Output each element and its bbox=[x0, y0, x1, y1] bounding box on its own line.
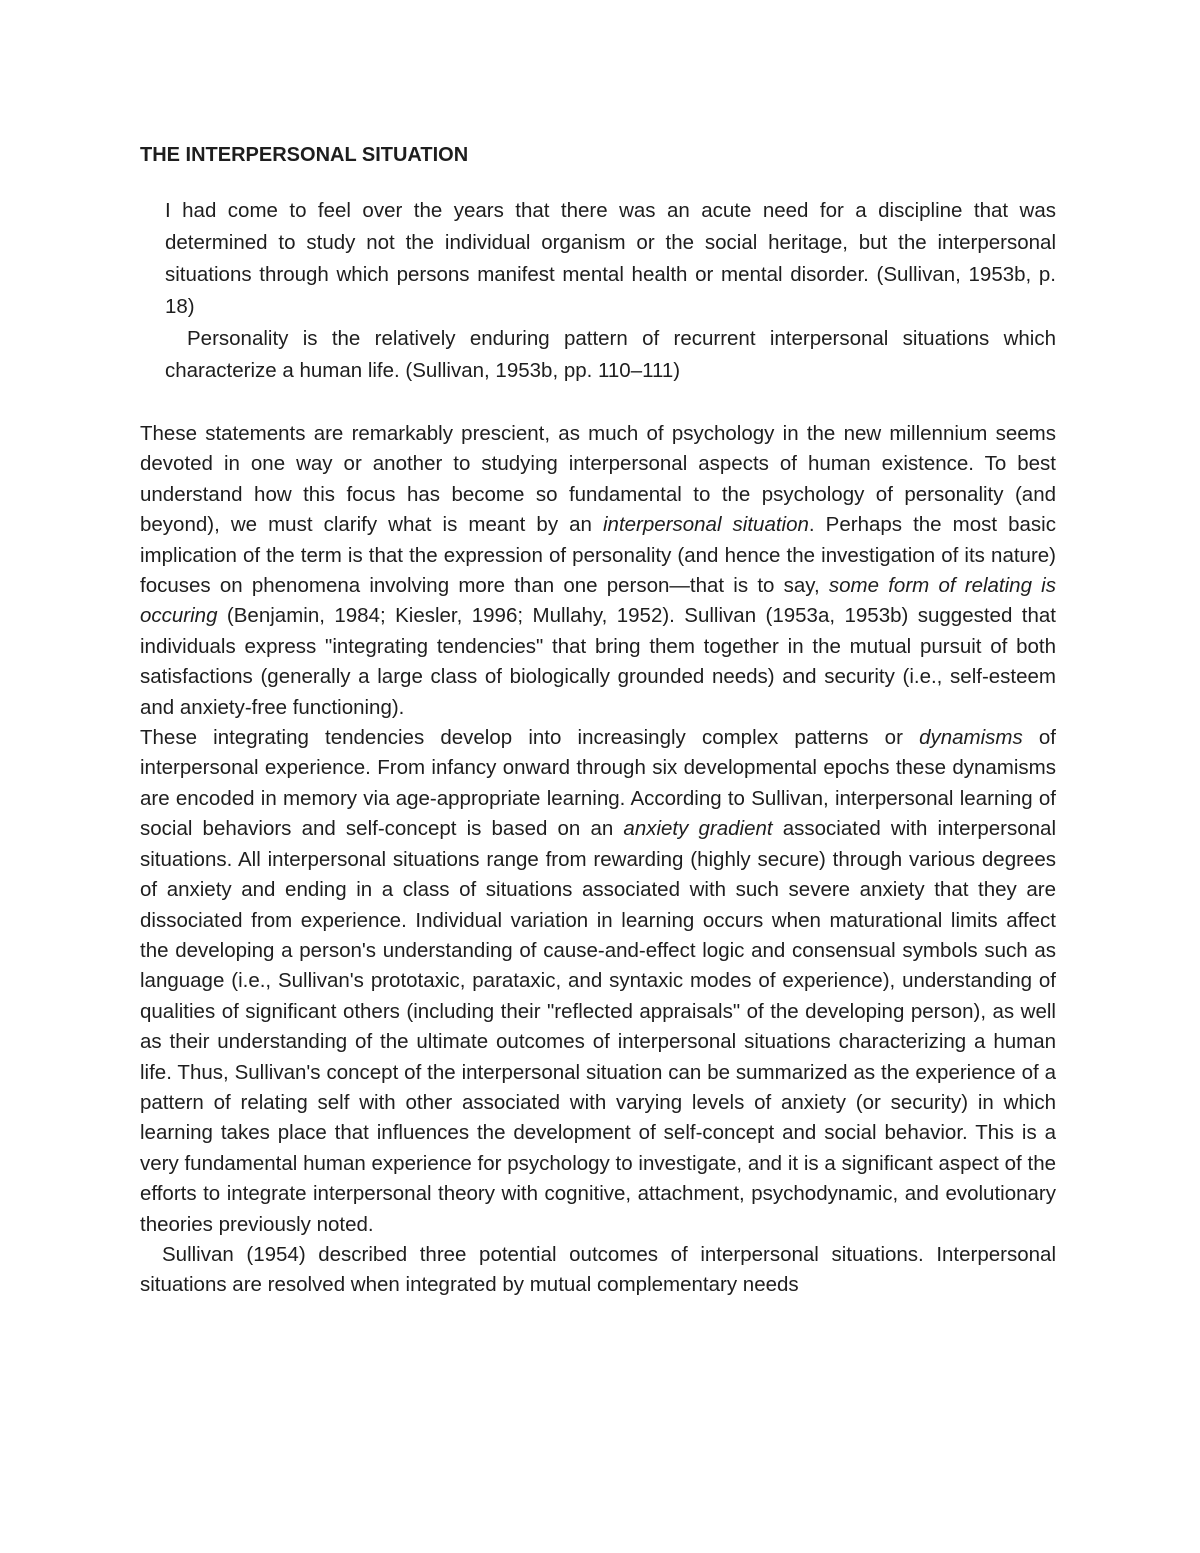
body-paragraph-1 bbox=[140, 419, 1056, 723]
italic-term: dynamisms bbox=[919, 726, 1023, 750]
section-heading: THE INTERPERSONAL SITUATION bbox=[140, 144, 469, 166]
body-text bbox=[140, 419, 1056, 1301]
italic-phrase: some form of relating is occuring bbox=[140, 574, 1056, 628]
quote-paragraph-2: Personality is the relatively enduring pattern of recurrent interpersonal situations which characterize a human life. (Sullivan, 1953b, pp. 110–111) bbox=[165, 327, 1056, 382]
document-page bbox=[140, 143, 1056, 1301]
block-quote bbox=[165, 195, 1056, 387]
text-run: These statements are remarkably prescient, as much of psychology in the new millennium seems devoted in one way or another to studying interpersonal aspects of human existence. To best understand how this focus has become so fundamental to the psychology of personality (and beyond), we must clarify what is meant by an bbox=[140, 422, 1056, 537]
text-run: of interpersonal experience. From infancy onward through six developmental epochs these dynamisms are encoded in memory via age-appropriate learning. According to Sullivan, interpersonal learning of social behaviors and self-concept is based on an bbox=[140, 726, 1056, 841]
italic-term: anxiety gradient bbox=[623, 817, 773, 841]
text-run: associated with interpersonal situations. All interpersonal situations range from rewarding (highly secure) through various degrees of anxiety and ending in a class of situations associated with such severe anxiety that they are dissociated from experience. Individual variation in learning occurs when maturational limits affect the developing a person's understanding of cause-and-effect logic and consensual symbols such as language (i.e., Sullivan's prototaxic, parataxic, and syntaxic modes of experience), understanding of qualities of significant others (including their "reflected appraisals" of the developing person), as well as their understanding of the ultimate outcomes of interpersonal situations characterizing a human life. Thus, Sullivan's concept of the interpersonal situation can be summarized as the experience of a pattern of relating self with other associated with varying levels of anxiety (or security) in which learning takes place that influences the development of self-concept and social behavior. This is a very fundamental human experience for psychology to investigate, and it is a significant aspect of the efforts to integrate interpersonal theory with cognitive, attachment, psychodynamic, and evolutionary theories previously noted. bbox=[140, 817, 1057, 1236]
italic-term: interpersonal situation bbox=[602, 513, 809, 537]
text-run: . Perhaps the most basic implication of the term is that the expression of personality (and hence the investigation of its nature) focuses on phenomena involving more than one person—that is to say, bbox=[140, 513, 1056, 598]
body-paragraph-2 bbox=[140, 723, 1056, 1240]
text-run: These integrating tendencies develop into increasingly complex patterns or bbox=[140, 726, 920, 750]
body-paragraph-3: Sullivan (1954) described three potential outcomes of interpersonal situations. Interpersonal situations are resolved when integrated by mutual complementary needs bbox=[140, 1242, 1056, 1297]
text-run: (Benjamin, 1984; Kiesler, 1996; Mullahy, 1952). Sullivan (1953a, 1953b) suggested that individuals express "integrating tendencies" that bring them together in the mutual pursuit of both satisfactions (generally a large class of biologically grounded needs) and security (i.e., self-esteem and anxiety-free functioning). bbox=[140, 604, 1056, 719]
quote-paragraph-1: I had come to feel over the years that there was an acute need for a discipline that was determined to study not the individual organism or the social heritage, but the interpersonal situations through which persons manifest mental health or mental disorder. (Sullivan, 1953b, p. 18) bbox=[165, 199, 1056, 318]
